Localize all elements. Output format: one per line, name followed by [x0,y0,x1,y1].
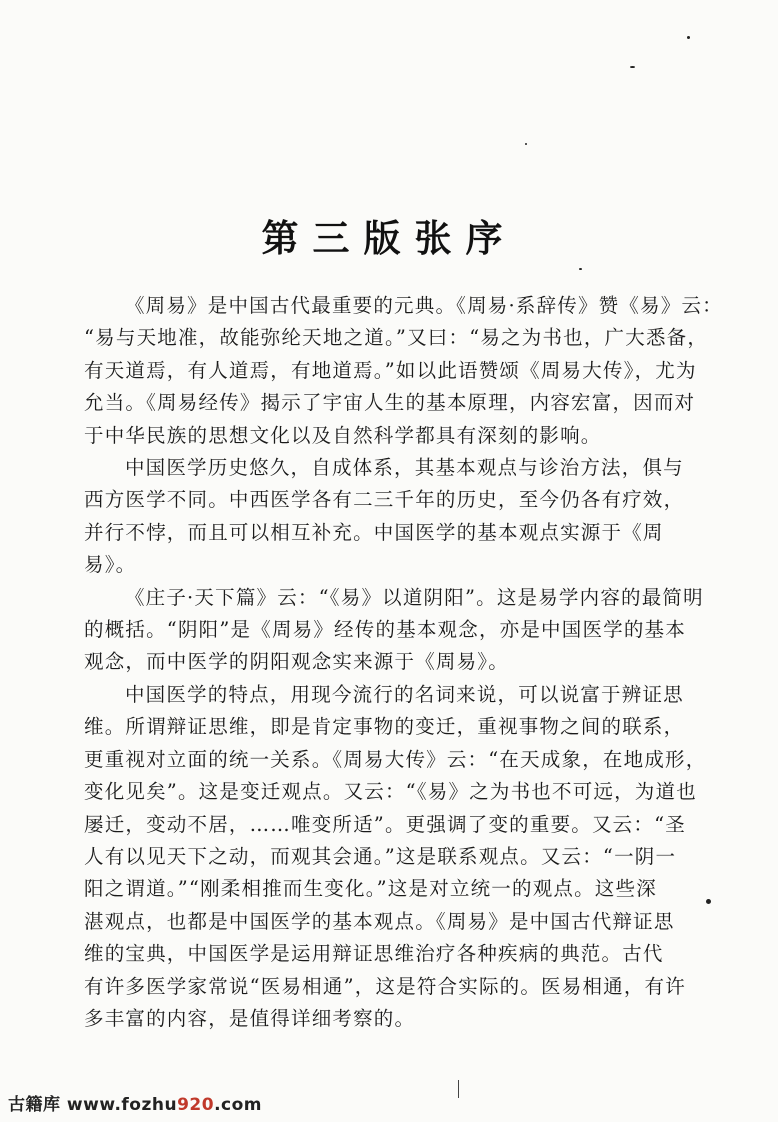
watermark-url-prefix: www.fozhu [66,1095,178,1115]
paragraph [84,452,685,582]
text-line: 有许多医学家常说“医易相通”，这是符合实际的。医易相通，有许 [84,974,686,998]
text-line: 有天道焉，有人道焉，有地道焉。”如以此语赞颂《周易大传》，尤为 [84,358,697,382]
page-title: 第三版张序 [261,216,517,260]
scan-speck [630,66,635,68]
scan-speck [579,268,582,270]
text-line: 更重视对立面的统一关系。《周易大传》云：“在天成象，在地成形， [84,747,707,771]
text-line: 变化见矣”。这是变迁观点。又云：“《易》之为书也不可远，为道也 [84,780,697,804]
text-line: 于中华民族的思想文化以及自然科学都具有深刻的影响。 [84,423,602,447]
paragraph [84,582,704,679]
text-line: 多丰富的内容，是值得详细考察的。 [84,1006,416,1030]
scan-speck [687,36,690,39]
text-line: 中国医学历史悠久，自成体系，其基本观点与诊治方法，俱与 [124,456,684,480]
watermark-site-name: 古籍库 [8,1095,61,1115]
text-line: 易》。 [84,553,137,577]
text-line: 维。所谓辩证思维，即是肯定事物的变迁，重视事物之间的联系， [84,715,685,739]
watermark-url-number: 920 [177,1095,215,1115]
text-line: 人有以见天下之动，而观其会通。”这是联系观点。又云：“一阴一 [84,844,677,868]
text-line: 中国医学的特点，用现今流行的名词来说，可以说富于辨证思 [124,682,684,706]
text-line: 西方医学不同。中西医学各有二三千年的历史，至今仍各有疗效， [84,488,685,512]
text-line: 并行不悖，而且可以相互补充。中国医学的基本观点实源于《周 [84,520,664,544]
text-line: 维的宝典，中国医学是运用辩证思维治疗各种疾病的典范。古代 [84,942,664,966]
text-line: “易与天地准，故能弥纶天地之道。”又曰：“易之为书也，广大悉备， [84,326,709,350]
text-line: 《周易》是中国古代最重要的元典。《周易·系辞传》赞《易》云： [124,294,723,317]
text-line: 的概括。“阴阳”是《周易》经传的基本观念，亦是中国医学的基本 [84,618,686,642]
watermark-url-suffix: .com [214,1095,263,1115]
text-line: 《庄子·天下篇》云：“《易》以道阴阳”。这是易学内容的最简明 [124,585,704,609]
scan-speck [706,899,711,904]
text-line: 阳之谓道。”“刚柔相推而生变化。”这是对立统一的观点。这些深 [84,877,657,901]
text-line: 观念，而中医学的阴阳观念实来源于《周易》。 [84,650,509,674]
text-line: 湛观点，也都是中国医学的基本观点。《周易》是中国古代辩证思 [84,909,675,933]
paragraph [84,679,707,1035]
paragraph [84,290,723,452]
scan-mark [458,1080,459,1098]
text-line: 屡迁，变动不居，……唯变所适”。更强调了变的重要。又云：“圣 [84,812,686,836]
preface-body [84,290,723,1035]
text-line: 允当。《周易经传》揭示了宇宙人生的基本原理，内容宏富，因而对 [84,391,696,415]
site-watermark [8,1090,262,1115]
scan-speck [525,143,527,145]
